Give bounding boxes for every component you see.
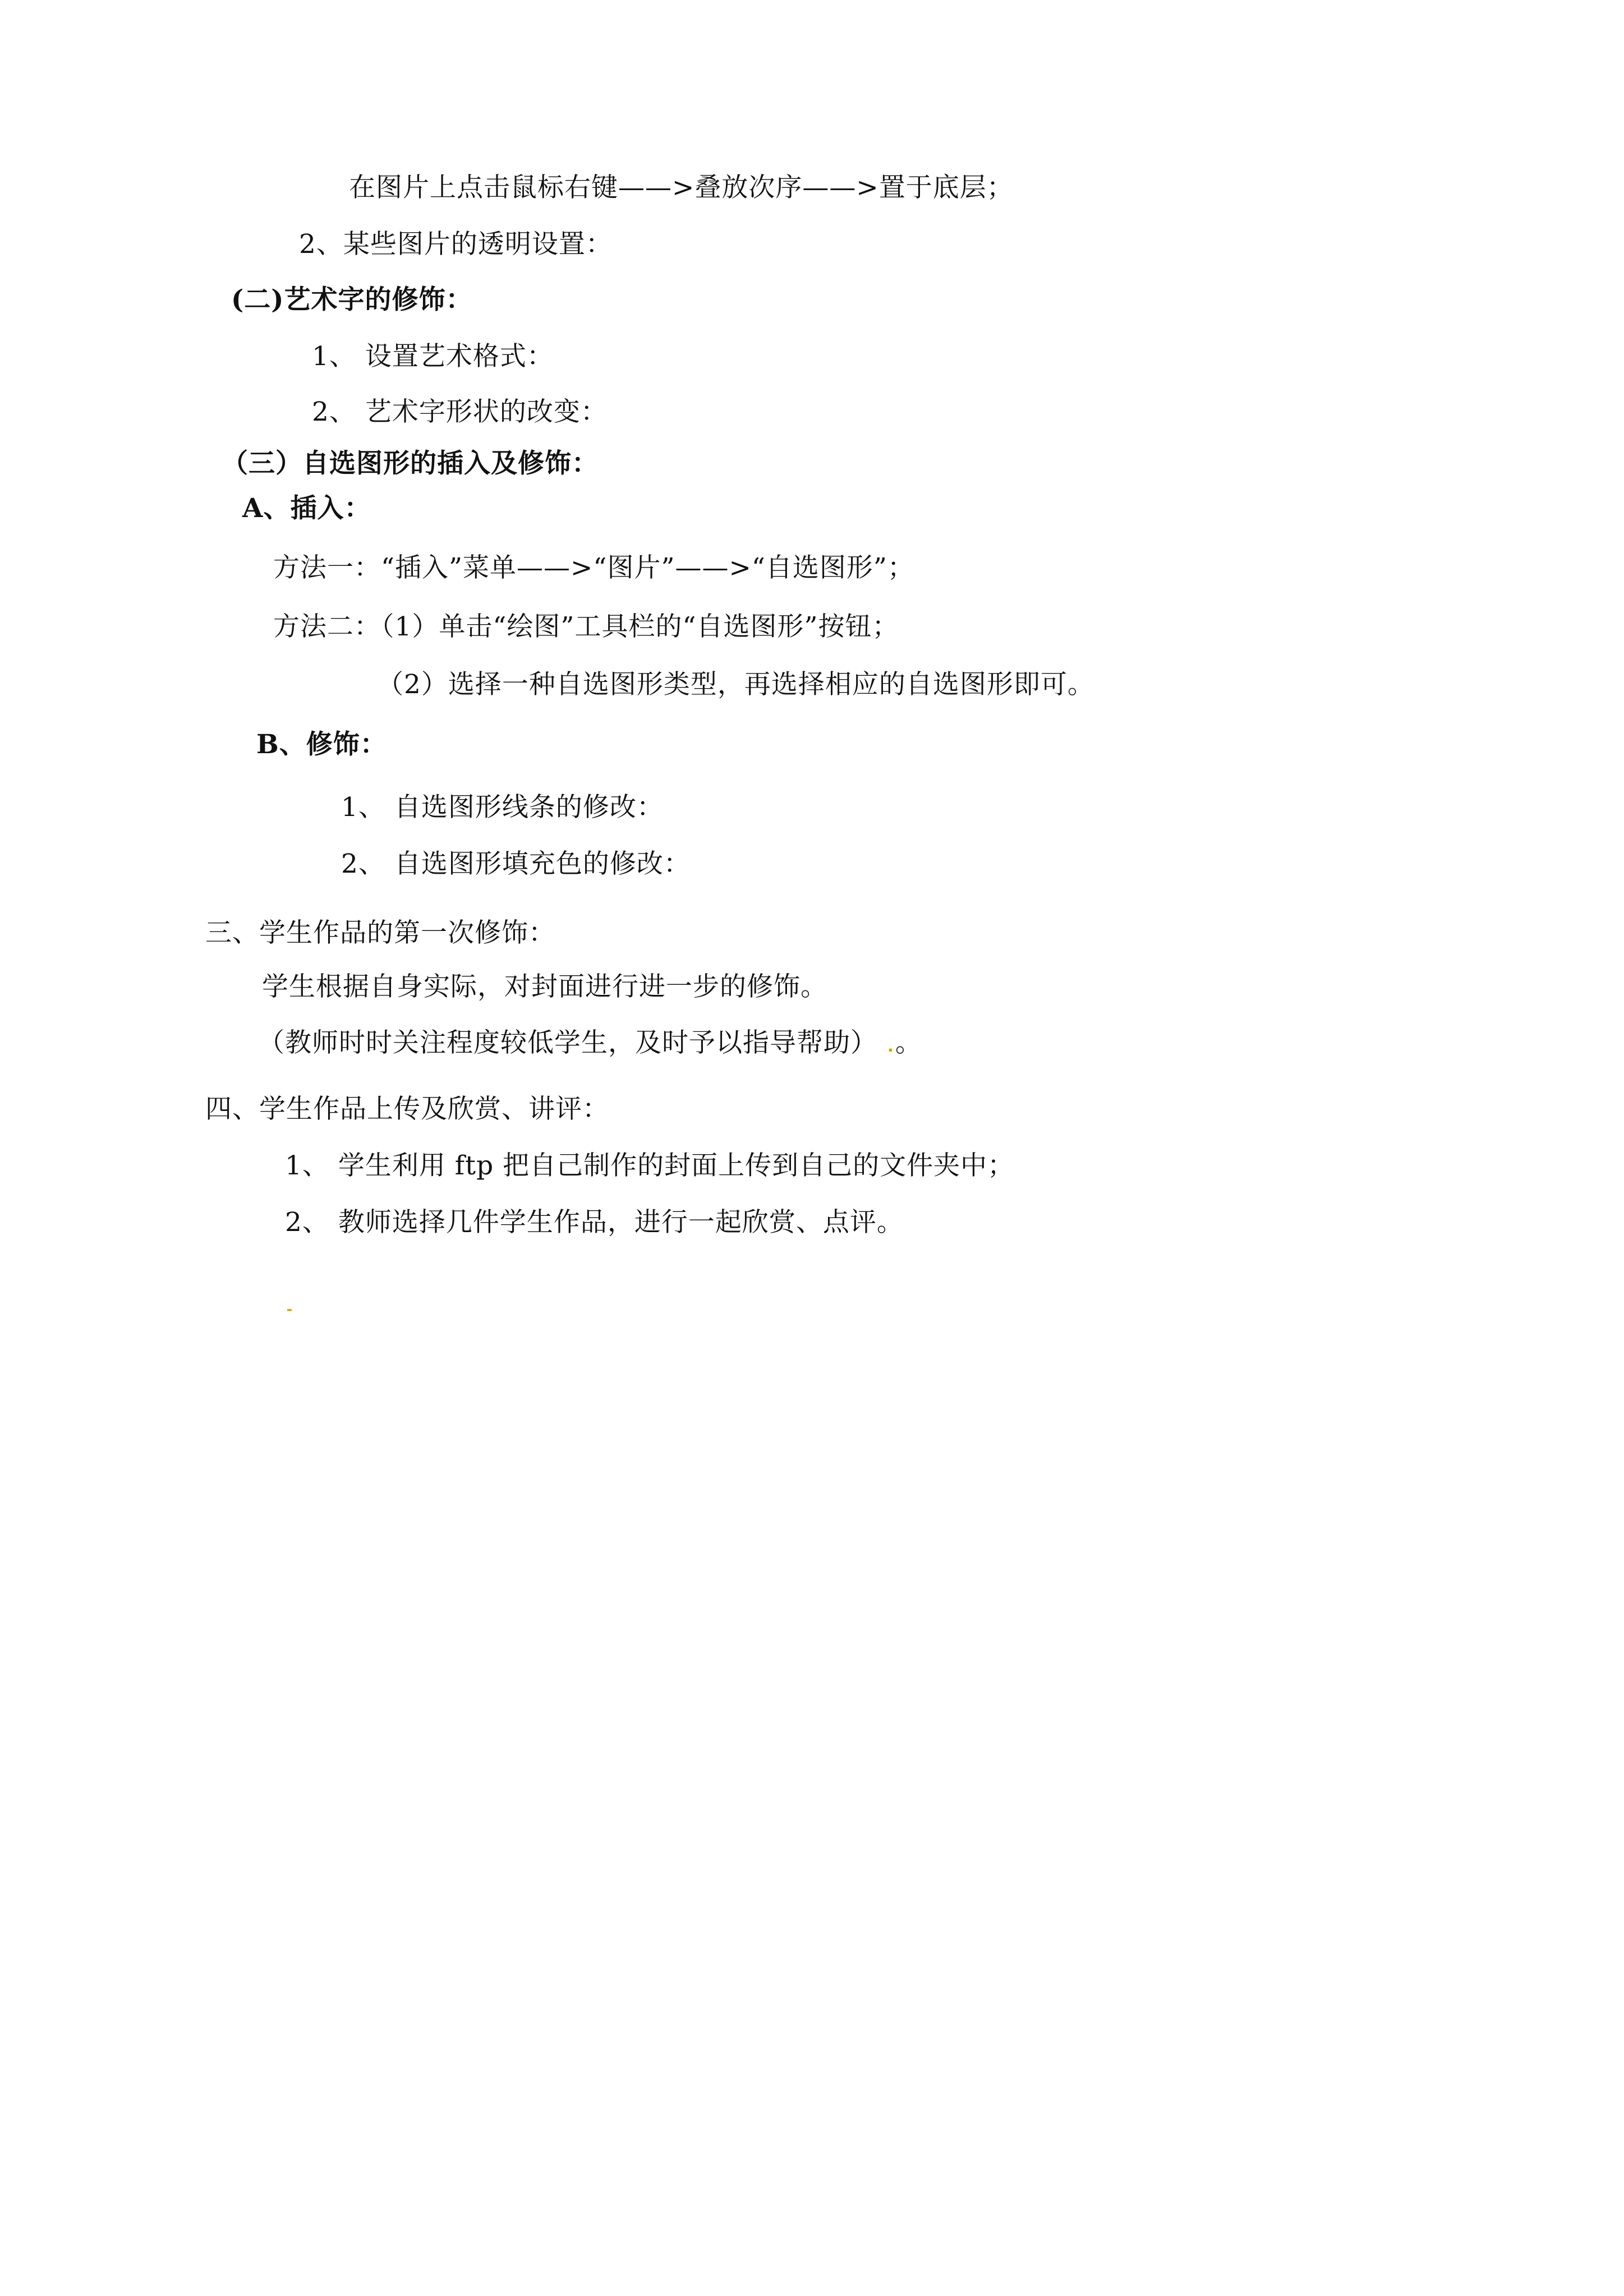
section-heading-student-first-edit: 三、学生作品的第一次修饰：	[205, 918, 555, 948]
text-line-method-one: 方法一：“插入”菜单——>“图片”——>“自选图形”；	[273, 552, 914, 583]
teacher-note-period: 。	[895, 1027, 922, 1058]
subheading-insert: A、插入：	[242, 493, 371, 524]
text-line-fill-modify: 2、 自选图形填充色的修改：	[341, 849, 691, 879]
stray-mark	[287, 1309, 292, 1311]
section-heading-autoshape: （三）自选图形的插入及修饰：	[222, 448, 599, 479]
text-line-student-edit: 学生根据自身实际，对封面进行进一步的修饰。	[262, 971, 827, 1002]
text-line-layer-order: 在图片上点击鼠标右键——>叠放次序——>置于底层；	[349, 172, 1014, 203]
text-line-wordart-format: 1、 设置艺术格式：	[312, 341, 554, 372]
teacher-note-text: （教师时时关注程度较低学生，及时予以指导帮助）	[258, 1027, 877, 1058]
revision-mark: .	[877, 1027, 895, 1058]
text-line-upload-ftp: 1、 学生利用 ftp 把自己制作的封面上传到自己的文件夹中；	[285, 1150, 1015, 1181]
section-heading-upload-review: 四、学生作品上传及欣赏、讲评：	[205, 1094, 609, 1124]
text-line-teacher-note	[258, 1026, 922, 1060]
text-line-method-two-step-2: （2）选择一种自选图形类型，再选择相应的自选图形即可。	[377, 669, 1094, 700]
text-line-transparency: 2、某些图片的透明设置：	[299, 229, 613, 260]
text-line-teacher-review: 2、 教师选择几件学生作品，进行一起欣赏、点评。	[285, 1207, 904, 1238]
text-line-line-modify: 1、 自选图形线条的修改：	[341, 792, 664, 823]
text-line-method-two: 方法二：（1）单击“绘图”工具栏的“自选图形”按钮；	[273, 611, 899, 642]
subheading-decorate: B、修饰：	[256, 729, 387, 760]
section-heading-wordart: (二)艺术字的修饰：	[231, 284, 473, 315]
text-line-wordart-shape: 2、 艺术字形状的改变：	[312, 397, 608, 427]
